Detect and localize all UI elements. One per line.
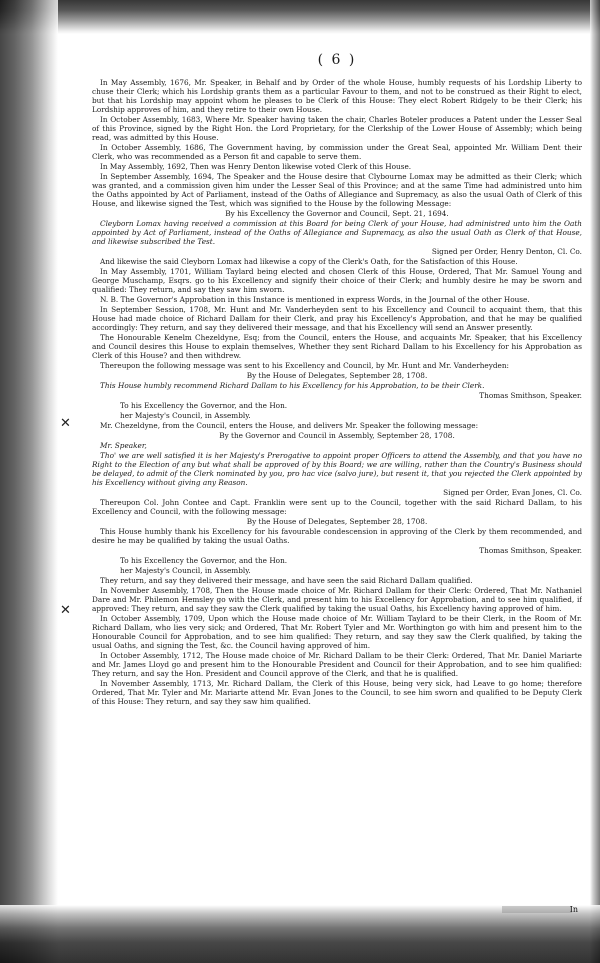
paragraph-1686: In October Assembly, 1686, The Government having, by commission under the Great Seal, appointed Mr. William Dent their Clerk, who was recommended as a Person fit and capable to serve them.	[92, 143, 582, 161]
signature-denton: Signed per Order, Henry Denton, Cl. Co.	[431, 247, 582, 256]
paragraph-chezeldyne: The Honourable Kenelm Chezeldyne, Esq; from the Council, enters the House, and acquaints Mr. Speaker, that his Excellency and Council desires this House to explain themselves, Whether they sent Richard Dallam to his Excellency for his Approbation as Clerk of this House? and then withdrew.	[92, 333, 582, 360]
address-line-4: her Majesty's Council, in Assembly.	[120, 566, 251, 575]
paragraph-1676: In May Assembly, 1676, Mr. Speaker, in Behalf and by Order of the whole House, humbly requests of his Lordship Liberty to chuse their Clerk; which his Lordship grants them as a particular Favour to them, and not to be construed as their Right to elect, but that his Lordship may appoint whom he pleases to be Clerk of this House: They elect Robert Ridgely to be their Clerk; his Lordship approves of him, and they retire to their own House.	[92, 78, 582, 114]
paragraph-1709: In October Assembly, 1709, Upon which the House made choice of Mr. William Taylard to be their Clerk, in the Room of Mr. Richard Dallam, who lies very sick; and Ordered, That Mr. Robert Tyler and Mr. Worthington go with him and present him to the Honourable Council for Approbation, and to see him qualified: They return, and say they saw the Clerk qualified, by taking the usual Oaths, and signing the Test, &c. the Council having approved of him.	[92, 614, 582, 650]
page-number: ( 6 )	[317, 52, 357, 68]
paragraph-council-enters: Mr. Chezeldyne, from the Council, enters the House, and delivers Mr. Speaker the following message:	[100, 421, 479, 430]
scan-edge-left	[0, 0, 58, 963]
scan-edge-right	[590, 0, 600, 963]
salutation-mr-speaker: Mr. Speaker,	[100, 441, 147, 450]
margin-cross-mark: ✕	[60, 416, 71, 431]
paragraph-clerk-oath: And likewise the said Cleyborn Lomax had likewise a copy of the Clerk's Oath, for the Satisfaction of this House.	[100, 257, 518, 266]
address-line-3: To his Excellency the Governor, and the Hon.	[120, 556, 288, 565]
paragraph-1683: In October Assembly, 1683, Where Mr. Speaker having taken the chair, Charles Boteler produces a Patent under the Lesser Seal of this Province, signed by the Right Hon. the Lord Proprietary, for the Clerkship of the Lower House of Assembly; which being read, was admitted by this House.	[92, 115, 582, 142]
council-heading-1694: By his Excellency the Governor and Council, Sept. 21, 1694.	[225, 209, 449, 218]
margin-cross-mark: ✕	[60, 603, 71, 618]
scan-edge-top	[0, 0, 600, 34]
paragraph-1712: In October Assembly, 1712, The House made choice of Mr. Richard Dallam to be their Clerk: Ordered, That Mr. Daniel Mariarte and Mr. James Lloyd go and present him to the Honourable President and Council for their Approbation, and to see him qualified: They return, and say the Hon. President and Council approve of the Clerk, and that he is qualified.	[92, 651, 582, 678]
document-page	[92, 44, 582, 914]
signature-jones: Signed per Order, Evan Jones, Cl. Co.	[443, 488, 582, 497]
paragraph-1692: In May Assembly, 1692, Then was Henry Denton likewise voted Clerk of this House.	[100, 162, 412, 171]
paragraph-1701: In May Assembly, 1701, William Taylard being elected and chosen Clerk of this House, Ordered, That Mr. Samuel Young and George Muschamp, Esqrs. go to his Excellency and signify their choice of their Clerk; and humbly desire he may be sworn and qualified: They return, and say they saw him sworn.	[92, 267, 582, 294]
paragraph-dallam-qualified: They return, and say they delivered their message, and have seen the said Richard Dallam qualified.	[100, 576, 473, 585]
paragraph-nb: N. B. The Governor's Approbation in this Instance is mentioned in express Words, in the Journal of the other House.	[100, 295, 530, 304]
paragraph-1708-november: In November Assembly, 1708, Then the House made choice of Mr. Richard Dallam for their Clerk: Ordered, That Mr. Nathaniel Dare and Mr. Philemon Hemsley go with the Clerk, and present him to his Excellency for Approbation, and to see him qualified, if approved: They return, and say they saw the Clerk qualified by taking the usual Oaths, his Excellency having approved of him.	[92, 586, 582, 613]
council-message-1708: Tho' we are well satisfied it is her Majesty's Prerogative to appoint proper Officers to attend the Assembly, and that you have no Right to the Election of any but what shall be approved of by this Board; we are willing, rather than the Country's Business should be delayed, to admit of the Clerk nominated by you, pro hac vice (salvo jure), but resent it, that you rejected the Clerk appointed by his Excellency without giving any Reason.	[92, 451, 582, 487]
council-heading-1708: By the Governor and Council in Assembly, September 28, 1708.	[219, 431, 455, 440]
address-line-2: her Majesty's Council, in Assembly.	[120, 411, 251, 420]
paragraph-1708-september: In September Session, 1708, Mr. Hunt and Mr. Vanderheyden sent to his Excellency and Council to acquaint them, that this House had made choice of Richard Dallam for their Clerk, and pray his Excellency's Approbation, and that he may be qualified accordingly: They return, and say they delivered their message, and that his Excellency will send an Answer presently.	[92, 305, 582, 332]
catchword: In	[569, 905, 578, 914]
delegates-message-2: This House humbly thank his Excellency for his favourable condescension in approving of the Clerk by them recommended, and desire he may be qualified by taking the usual Oaths.	[92, 527, 582, 545]
delegates-message-1: This House humbly recommend Richard Dallam to his Excellency for his Approbation, to be their Clerk.	[100, 381, 485, 390]
paragraph-1713: In November Assembly, 1713, Mr. Richard Dallam, the Clerk of this House, being very sick, had Leave to go home; therefore Ordered, That Mr. Tyler and Mr. Mariarte attend Mr. Evan Jones to the Council, to see him sworn and qualified to be Deputy Clerk of this House: They return, and say they saw him qualified.	[92, 679, 582, 706]
address-line-1: To his Excellency the Governor, and the Hon.	[120, 401, 288, 410]
paragraph-thereupon: Thereupon the following message was sent to his Excellency and Council, by Mr. Hunt and Mr. Vanderheyden:	[100, 361, 510, 370]
signature-smithson-1: Thomas Smithson, Speaker.	[479, 391, 582, 400]
paragraph-1694: In September Assembly, 1694, The Speaker and the House desire that Clybourne Lomax may be admitted as their Clerk; which was granted, and a commission given him under the Lesser Seal of this Province; and at the same Time had administred unto him the Oaths appointed by Act of Parliament, instead of the Oaths of Allegiance and Supremacy, as also the usual Oath of Clerk of this House, and likewise signed the Test, which was signified to the House by the following Message:	[92, 172, 582, 208]
council-message-1694: Cleyborn Lomax having received a commission at this Board for being Clerk of your House, had administred unto him the Oath appointed by Act of Parliament, instead of the Oaths of Allegiance and Supremacy, as also the usual Oath as Clerk of that House, and likewise subscribed the Test.	[92, 219, 582, 246]
delegates-heading-1: By the House of Delegates, September 28, 1708.	[246, 371, 428, 380]
signature-smithson-2: Thomas Smithson, Speaker.	[479, 546, 582, 555]
paragraph-contee-franklin: Thereupon Col. John Contee and Capt. Franklin were sent up to the Council, together with the said Richard Dallam, to his Excellency and Council, with the following message:	[92, 498, 582, 516]
delegates-heading-2: By the House of Delegates, September 28, 1708.	[246, 517, 428, 526]
